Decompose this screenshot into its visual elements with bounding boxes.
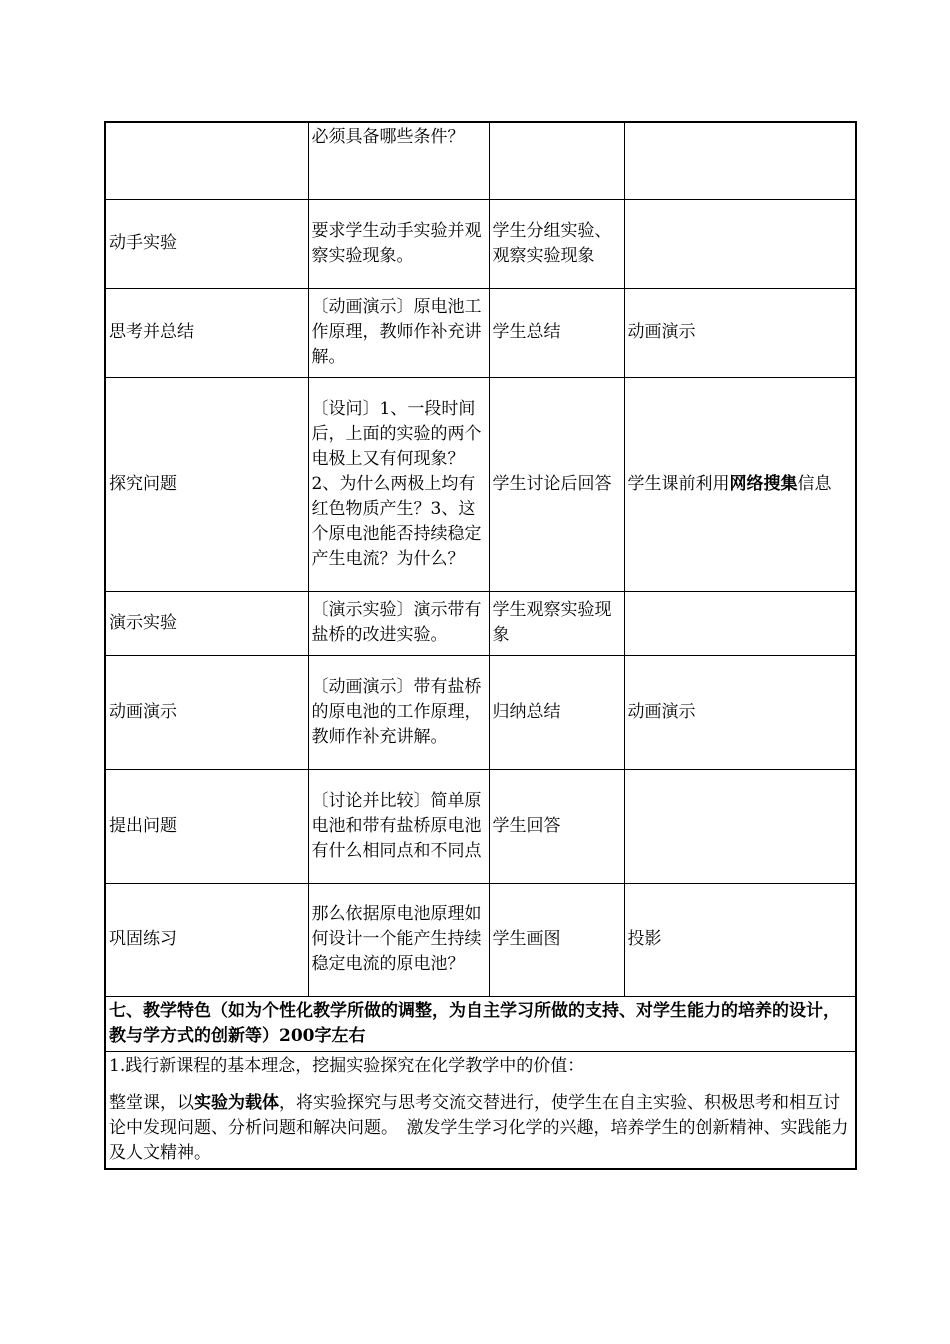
student-activity-cell: 归纳总结 <box>489 655 624 769</box>
media-cell <box>624 122 856 199</box>
section-body-row <box>105 1051 856 1169</box>
stage-cell: 巩固练习 <box>105 883 308 996</box>
student-activity-cell: 学生分组实验、观察实验现象 <box>489 199 624 288</box>
section-heading-row <box>105 996 856 1051</box>
student-activity-cell: 学生观察实验现象 <box>489 591 624 655</box>
section-seven-heading: 七、教学特色（如为个性化教学所做的调整，为自主学习所做的支持、对学生能力的培养的设计，教与学方式的创新等）200字左右 <box>105 996 856 1051</box>
teacher-activity-cell: 〔设问〕1、一段时间后，上面的实验的两个电极上又有何现象？2、为什么两极上均有红色物质产生？3、这个原电池能否持续稳定产生电流？为什么？ <box>308 377 489 591</box>
body-text: ，将实验探究与思考交流交替进行，使学生在自主实验、积极思考和相互讨论中发现问题、分析问题和解决问题。 激发学生学习化学的兴趣，培养学生的创新精神、实践能力及人文精神。 <box>109 1092 849 1163</box>
body-paragraph <box>109 1091 852 1166</box>
table-row <box>105 591 856 655</box>
teacher-activity-cell: 〔动画演示〕原电池工作原理，教师作补充讲解。 <box>308 288 489 377</box>
table-row <box>105 122 856 199</box>
media-text-bold: 网络搜集 <box>729 473 798 494</box>
teacher-activity-cell: 要求学生动手实验并观察实验现象。 <box>308 199 489 288</box>
lesson-plan-table <box>104 121 857 1170</box>
table-row <box>105 769 856 883</box>
student-activity-cell: 学生总结 <box>489 288 624 377</box>
stage-cell: 提出问题 <box>105 769 308 883</box>
body-text-bold: 实验为载体 <box>194 1092 279 1113</box>
point-one: 1.践行新课程的基本理念，挖掘实验探究在化学教学中的价值： <box>109 1055 585 1076</box>
table-row <box>105 377 856 591</box>
stage-cell: 动手实验 <box>105 199 308 288</box>
stage-cell: 动画演示 <box>105 655 308 769</box>
media-cell: 投影 <box>624 883 856 996</box>
stage-cell: 思考并总结 <box>105 288 308 377</box>
media-cell <box>624 199 856 288</box>
teacher-activity-cell: 〔动画演示〕带有盐桥的原电池的工作原理，教师作补充讲解。 <box>308 655 489 769</box>
stage-cell <box>105 122 308 199</box>
teacher-activity-cell: 〔讨论并比较〕简单原电池和带有盐桥原电池有什么相同点和不同点 <box>308 769 489 883</box>
stage-cell: 探究问题 <box>105 377 308 591</box>
body-text: 整堂课，以 <box>109 1092 194 1113</box>
student-activity-cell: 学生回答 <box>489 769 624 883</box>
teacher-activity-cell: 必须具备哪些条件？ <box>308 122 489 199</box>
media-cell: 动画演示 <box>624 288 856 377</box>
student-activity-cell: 学生画图 <box>489 883 624 996</box>
media-cell <box>624 769 856 883</box>
student-activity-cell <box>489 122 624 199</box>
teacher-activity-cell: 〔演示实验〕演示带有盐桥的改进实验。 <box>308 591 489 655</box>
media-cell: 动画演示 <box>624 655 856 769</box>
teacher-activity-cell: 那么依据原电池原理如何设计一个能产生持续稳定电流的原电池？ <box>308 883 489 996</box>
table-row <box>105 883 856 996</box>
media-cell <box>624 591 856 655</box>
student-activity-cell: 学生讨论后回答 <box>489 377 624 591</box>
table-row <box>105 199 856 288</box>
table-row <box>105 655 856 769</box>
section-seven-body <box>105 1051 856 1169</box>
media-text: 信息 <box>797 473 832 494</box>
table-row <box>105 288 856 377</box>
stage-cell: 演示实验 <box>105 591 308 655</box>
document-page <box>104 121 855 1170</box>
media-text: 学生课前利用 <box>627 473 730 494</box>
media-cell <box>624 377 856 591</box>
